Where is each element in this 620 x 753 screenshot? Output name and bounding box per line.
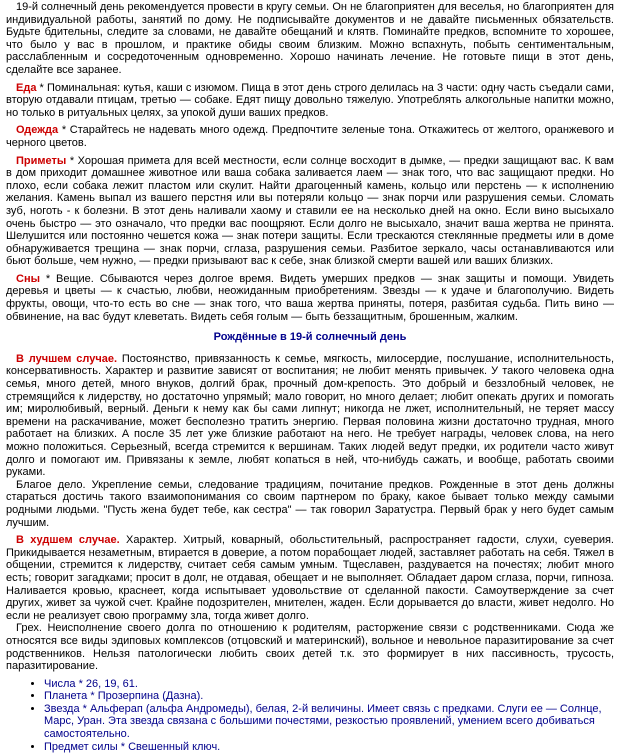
dreams-label: Сны [16, 272, 40, 285]
dreams-text: * Вещие. Сбываются через долгое время. Видеть умерших предков — знак защиты и помощи. Увидеть деревья и цветы — к счастью, любви, неожиданным приобретениям. Звезды — к удаче и благополучию. Видеть фрукты, овощи, что-то есть во сне — знак того, что ваша жертва приняты, потеря, разбитая судьба. Пить вино — обвинение, на вас будут клеветать. Видеть себя голым — быть беззащитным, брошенным, жалким. [6, 272, 614, 323]
facts-list [6, 678, 614, 753]
best-case-paragraph [6, 353, 614, 479]
intro-paragraph: 19-й солнечный день рекомендуется провести в кругу семьи. Он не благоприятен для веселья, но благоприятен для индивидуальной работы, занятий по дому. Не подписывайте документов и не давайте письменных обязательств. Будьте бдительны, следите за словами, не давайте обещаний и клятв. Поминайте предков, вспомните то хорошее, что было у вас в прошлом, и практике обиды своим близким. Можно вспахнуть, побыть сентиментальным, расслабленным и сосредоточенным одновременно. Хорошо начинать лечение. Не готовьте пищи в этот день, сделайте все заранее. [6, 1, 614, 76]
signs-text: * Хорошая примета для всей местности, если солнце восходит в дымке, — предки защищают вас. К вам в дом приходит домашнее животное или ваша собака заливается лаем — знак того, что вас защищают предки. Но плохо, если собака лежит пластом или скулит. Найти драгоценный камень, кольцо или перстень — к исполнению желания. Камень выпал из вашего перстня или вы потеряли кольцо — знак порчи или разрушения семьи. Сломать зуб, ноготь - к болезни. В этот день наливали хаому и ставили ее на несколько дней на окно. Если вино высыхало очень быстро — это означало, что предки вас поощряют. Если долго не высыхало, значит ваша жертва не принята. Шелушится или постоянно чешется кожа — знак потери защиты. Если трескаются стеклянные предметы или в доме обнаруживается трещина — знак порчи, сглаза, разрушения семьи. Разбитое зеркало, часы останавливаются или бьют больше, чем нужно, — предки призывают вас к себе, знак близкой смерти вашей или ваших близких. [6, 154, 614, 268]
best-case-text: Постоянство, привязанность к семье, мягкость, милосердие, послушание, исполнительность, консервативность. Характер и развитие зависят от воспитания; не любит менять привычек. У такого человека одна семья, много детей, много внуков, долгий брак, прочный дом-крепость. Это добрый и беззлобный человек, не стремящийся к лидерству, но достаточно упрямый; мало говорит, но много делает; любит опекать других и помогать им; миролюбивый, верный. Деньги к нему как бы сами липнут; никогда не лжет, исполнительный, не теряет массу времени на раскачивание, может бесполезно тратить энергию. Первая половина жизни достаточно трудная, много работает на близких. А после 35 лет уже близкие работают на него. Не требует награды, человек слова, на него можно положиться. Серьезный, всегда стремится к вершинам. Таких людей ведут предки, их родители часто живут долго и помогают им. Привязаны к земле, любят копаться в ней, что-нибудь сажать, и вообще, работать своими руками. [6, 352, 615, 479]
food-label: Еда [16, 81, 37, 94]
worst-case-extra: Грех. Неисполнение своего долга по отношению к родителям, расторжение связи с родственниками. Сюда же относятся все виды эдиповых комплексов (отцовский и материнский), вольное и невольное паразитирование за счет родственников. Нельзя патологически любить своих детей т.к. это формирует в них пассивность, трусость, паразитирование. [6, 622, 614, 673]
worst-case-text: Характер. Хитрый, коварный, обольстительный, распространяет гадости, слухи, суеверия. Прикидывается незаметным, втирается в доверие, а потом порабощает людей, заставляет работать на себя. Тяжел в общении, стремится к лидерству, считает себя самым умным. Тщеславен, раздувается на почестях; любит много есть; говорит загадками; просит в долг, не отдавая, обещает и не выполняет. Обладает даром сглаза, порчи, гипноза. Наливается кровью, краснеет, когда испытывает удовольствие от сделанной пакости. Самоутверждение за счет других, живет за чужой счет. Крайне подозрителен, мнителен, жаден. Если дорывается до власти, живет недолго. Но если не реализует свою программу зла, тогда живет долго. [6, 534, 614, 622]
worst-case-label: В худшем случае. [16, 534, 120, 547]
worst-case-paragraph [6, 534, 614, 622]
clothes-paragraph [6, 124, 614, 149]
signs-label: Приметы [16, 154, 67, 167]
clothes-text: * Старайтесь не надевать много одежд. Предпочтите зеленые тона. Откажитесь от желтого, оранжевого и черного цветов. [6, 124, 614, 149]
list-item: • Планета * Прозерпина (Дазна). [44, 690, 614, 703]
signs-paragraph [6, 155, 614, 268]
food-text: * Поминальная: кутья, каши с изюмом. Пища в этот день строго делилась на 3 части: одну часть съедали сами, вторую отдавали птицам, третью — собаке. Едят пищу довольно тяжелую. Употреблять алкогольные напитки можно, но только в ритуальных целях, за упокой души ваших предков. [6, 81, 614, 119]
clothes-label: Одежда [16, 124, 59, 137]
best-case-extra: Благое дело. Укрепление семьи, следование традициям, почитание предков. Рожденные в этот день должны стараться достичь такого взаимопонимания со своим партнером по браку, какое бывает только между самыми родными людьми. "Пусть жена будет тебе, как сестра" — так говорил Заратустра. Первый брак у него будет самым лучшим. [6, 478, 614, 529]
list-item: • Звезда * Альферап (альфа Андромеды), белая, 2-й величины. Имеет связь с предками. Слуги ее — Солнце, Марс, Уран. Эта звезда связана с большими почестями, резкостью проявлений, умением всего добиваться самостоятельно. [44, 703, 614, 741]
list-item: • Числа * 26, 19, 61. [44, 678, 614, 691]
best-case-label: В лучшем случае. [16, 352, 118, 365]
born-section-title: Рождённые в 19-й солнечный день [213, 331, 407, 344]
dreams-paragraph [6, 273, 614, 323]
list-item: • Предмет силы * Свешенный ключ. [44, 741, 614, 753]
food-paragraph [6, 82, 614, 120]
